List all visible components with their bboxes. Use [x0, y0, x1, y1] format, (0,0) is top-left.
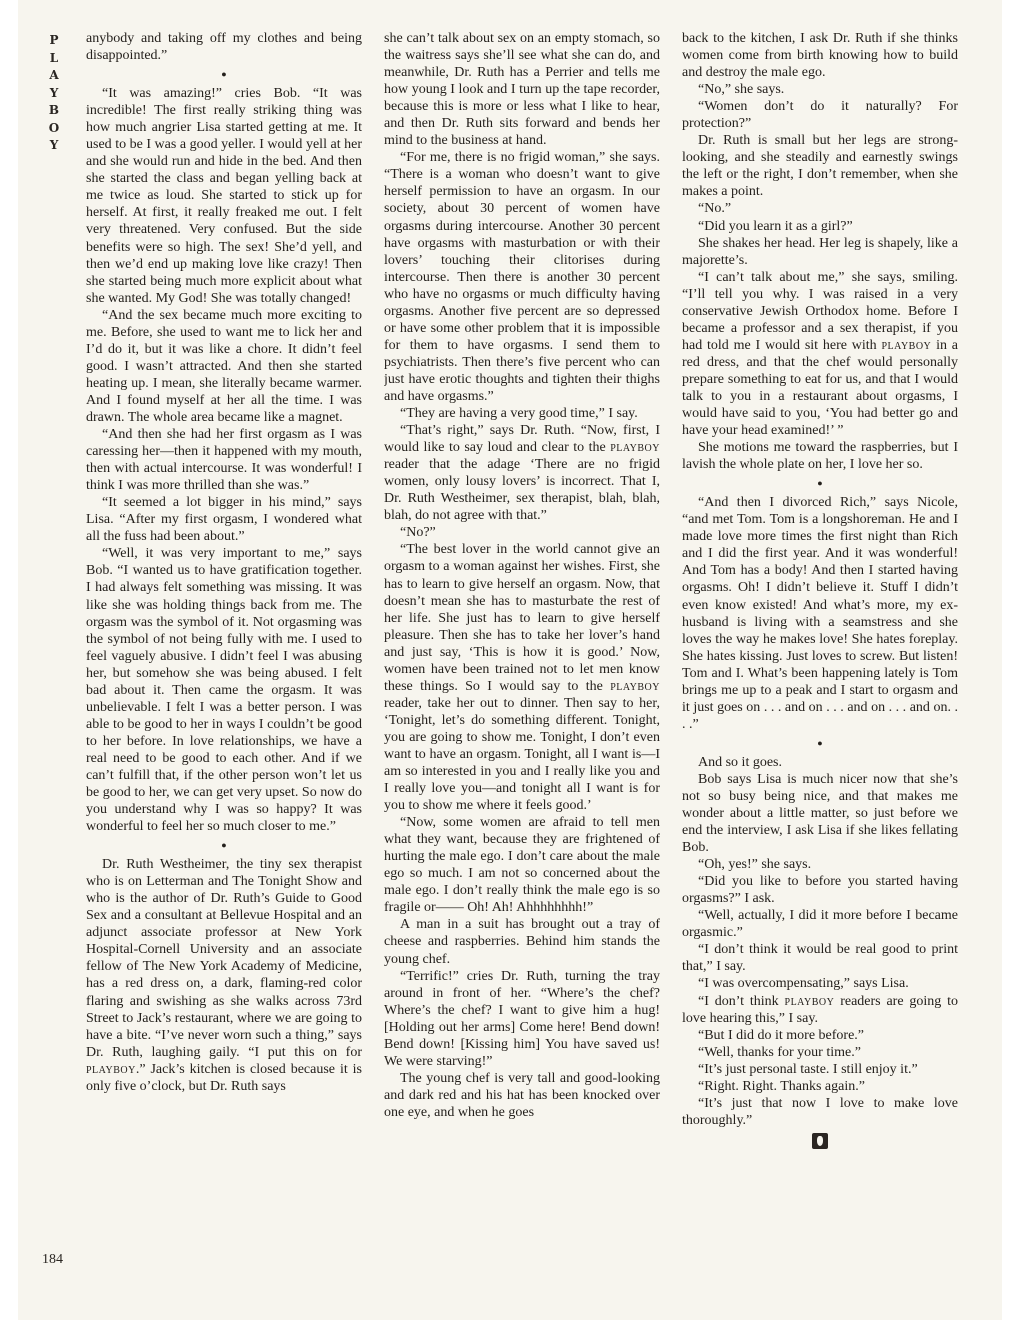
column-1: [86, 30, 362, 1292]
paragraph: “And the sex became much more exciting to me. Before, she used to want me to lick her and I’d do it, but it was like a chore. It didn’t feel good. I wasn’t attracted. And then she started heating up. I mean, she literally became warmer. And I found myself at her all the time. I was drawn. The whole area became like a magnet.: [86, 307, 362, 425]
paragraph: “It seemed a lot bigger in his mind,” says Lisa. “After my first orgasm, I wondered what all the fuss had been about.”: [86, 495, 362, 545]
paragraph: “Did you learn it as a girl?”: [698, 218, 853, 234]
section-break-bullet-icon: ●: [221, 69, 227, 80]
paragraph: “I was overcompensating,” says Lisa.: [698, 976, 909, 992]
paragraph: “Well, it was very important to me,” says Bob. “I wanted us to have gratification together. I had always felt something was missing. It was like she was holding things back from me. The orgasm was the symbol of it. Not orgasming was the symbol of not being fully with me. I used to feel vaguely abusive. I didn’t feel I was abusing her, but somehow she was being abused. I felt bad about it. Then came the orgasm. It was unbelievable. I felt I was a better person. I was able to be good to her in ways I couldn’t be good to her before. In love relationships, we have a real need to be good to each other. And if we can’t fulfill that, if the other person won’t let us be good to her, we can get very upset. So now do you understand why I was so happy? It was wonderful to feel her so much closer to me.”: [86, 546, 362, 835]
section-break-bullet-icon: ●: [817, 478, 823, 489]
paragraph: “And then she had her first orgasm as I was caressing her—then it happened with my mouth, then with actual intercourse. It was wonderful! I think I was more thrilled than she was.”: [86, 427, 362, 494]
paragraph: [86, 856, 362, 1095]
paragraph: back to the kitchen, I ask Dr. Ruth if she thinks women come from birth knowing how to build and destroy the male ego.: [682, 31, 958, 81]
text-run: .” Jack’s kitchen is closed because it is only five o’clock, but Dr. Ruth says: [86, 1061, 362, 1094]
paragraph: “It’s just that now I love to make love thoroughly.”: [682, 1095, 958, 1128]
running-head: [44, 32, 64, 155]
paragraph: “I don’t think it would be real good to print that,” I say.: [682, 942, 958, 975]
paragraph: She motions me toward the raspberries, but I lavish the whole plate on her, I love her so.: [682, 440, 958, 473]
playboy-rabbit-end-mark-icon: [812, 1133, 828, 1149]
text-run: reader that the adage ‘There are no frigid women, only lousy lovers’ is incorrect. That I, Dr. Ruth Westheimer, sex therapist, blah, blah, blah, do not agree with that.”: [384, 457, 660, 524]
running-head-letter: L: [49, 50, 59, 65]
paragraph: [384, 541, 660, 814]
column-3: [682, 30, 958, 1292]
running-head-letter: P: [49, 33, 59, 47]
paragraph: [384, 422, 660, 524]
paragraph: [682, 269, 958, 439]
paragraph: “Oh, yes!” she says.: [698, 857, 812, 873]
section-break-bullet-icon: ●: [817, 737, 823, 748]
paragraph: Bob says Lisa is much nicer now that she’s not so busy being nice, and that makes me wonder about a little matter, so just before we end the interview, I ask Lisa if she likes fellating Bob.: [682, 771, 958, 856]
running-head-letter: Y: [49, 138, 59, 152]
paragraph: “Right. Right. Thanks again.”: [698, 1078, 865, 1094]
running-head-letter: Y: [49, 85, 59, 100]
paragraph: “It was amazing!” cries Bob. “It was incredible! The first really striking thing was how much angrier Lisa started getting at me. It used to be I was a good yeller. I would yell at her and she would run and hide in the bed. And then she started the class and began yelling back at me twice as loud. She started to stick up for herself. At first, it really freaked me out. I felt very threatened. Very confused. But the side benefits were so high. The sex! She’d yell, and then we’d end up making love like crazy! Then she started being much more explicit about what she wanted. My God! She was totally changed!: [86, 86, 362, 306]
paragraph: “For me, there is no frigid woman,” she says. “There is a woman who doesn’t want to give herself permission to have an orgasm. In our society, about 30 percent of women have orgasms during intercourse. Another 30 percent have orgasms with masturbation or with their lovers’ touching their clitorises during intercourse. Then there is another 30 percent who have no orgasms or much difficulty having orgasms. Another five percent are so depressed or have some other problem that it is impossible for them to have orgasms. I send them to psychiatrists. Then there’s five percent who can just have erotic thoughts and tighten their thighs and have orgasms.”: [384, 150, 660, 404]
text-run: Dr. Ruth Westheimer, the tiny sex therapist who is on Letterman and The Tonight Show and who is the author of Dr. Ruth’s Guide to Good Sex and a consultant at Bellevue Hospital and an adjunct associate professor at New York Hospital-Cornell University and an associate fellow of The New York Academy of Medicine, has a red dress on, a dark, flaming-red color flaring and swishing as she walks across 73rd Street to Jack’s restaurant, where we are going to have a bite. “I’ve never worn such a thing,” says Dr. Ruth, laughing gaily. “I put this on for: [86, 857, 362, 1060]
paragraph: “No?”: [400, 525, 436, 541]
paragraph: “It’s just personal taste. I still enjoy it.”: [698, 1061, 918, 1077]
paragraph: “Did you like to before you started having orgasms?” I ask.: [682, 874, 958, 907]
paragraph: The young chef is very tall and good-looking and dark red and his hat has been knocked over one eye, and when he goes: [384, 1070, 660, 1120]
paragraph: She shakes her head. Her leg is shapely, like a majorette’s.: [682, 235, 958, 268]
text-run: “That’s right,” says Dr. Ruth. “Now, first, I would like to say loud and clear to the: [384, 423, 660, 456]
playboy-smallcaps: playboy: [784, 993, 835, 1009]
page-number: 184: [42, 1252, 63, 1267]
paragraph: [682, 993, 958, 1027]
playboy-smallcaps: playboy: [881, 337, 932, 353]
playboy-smallcaps: playboy: [86, 1061, 136, 1077]
playboy-smallcaps: playboy: [610, 440, 660, 456]
paragraph: “Well, thanks for your time.”: [698, 1044, 861, 1060]
running-head-letter: O: [48, 120, 60, 135]
paragraph: “They are having a very good time,” I say.: [400, 406, 638, 422]
text-run: reader, take her out to dinner. Then say to her, ‘Tonight, let’s do something different. Tonight, you are going to show me. Tonight, I don’t even want to have an orgasm. Tonight, all I want is—I am so interested in you and I really like you and I really love you—and tonight all I want is for you to show me where it feels good.’: [384, 695, 660, 814]
paragraph: “And then I divorced Rich,” says Nicole, “and met Tom. Tom is a longshoreman. He and I made love more times the first night than Rich and I did the first year. And it was wonderful! And Tom has a body! And then I started having orgasms. Oh! I didn’t believe it. Stuff I didn’t even know existed! And what’s more, my ex-husband is living with a seamstress and she loves the way he makes love! She hates foreplay. She hates kissing. Just loves to screw. But listen! Tom and I. What’s been happening lately is Tom brings me up to a peak and I start to orgasm and it just goes on . . . and on . . . and on . . . and on. . . .”: [682, 495, 958, 732]
text-run: in a red dress, and that the chef would personally prepare something to eat for us, and that I would talk to you in a restaurant about orgasms, I would have said to you, ‘You had better go and have your head examined!’ ”: [682, 337, 958, 439]
paragraph: “Well, actually, I did it more before I became orgasmic.”: [682, 908, 958, 941]
paragraph: “Now, some women are afraid to tell men what they want, because they are frightened of hurting the male ego. I don’t care about the male ego so much. I am not so concerned about the male ego. I don’t really think the male ego is so fragile or—— Oh! Ah! Ahhhhhhhh!”: [384, 815, 660, 916]
paragraph: And so it goes.: [698, 754, 782, 770]
playboy-smallcaps: playboy: [610, 678, 660, 694]
paragraph: “Terrific!” cries Dr. Ruth, turning the tray around in front of her. “Where’s the chef? Where’s the chef? I want to give him a hug! [Holding out her arms] Come here! Bend down! Bend down! [Kissing him] You have saved us! We were starving!”: [384, 968, 660, 1069]
paragraph: A man in a suit has brought out a tray of cheese and raspberries. Behind him stands the young chef.: [384, 917, 660, 967]
text-run: readers are going to love hearing this,” I say.: [682, 993, 958, 1026]
text-run: “I don’t think: [698, 993, 779, 1009]
paragraph: “No,” she says.: [698, 82, 785, 98]
column-2: [384, 30, 660, 1292]
paragraph: “No.”: [698, 201, 732, 217]
paragraph: “But I did do it more before.”: [698, 1027, 865, 1043]
text-run: “The best lover in the world cannot give an orgasm to a woman against her wishes. First, she has to learn to give herself an orgasm. Now, that doesn’t mean she has to masturbate the rest of her life. She just has to learn to give herself pleasure. Then she has to take her lover’s hand and just say, ‘This is how it is good.’ Now, women have been trained not to let men know these things. So I would say to the: [384, 542, 660, 694]
paragraph: anybody and taking off my clothes and being disappointed.”: [86, 31, 362, 64]
text-run: “I can’t talk about me,” she says, smiling. “I’ll tell you why. I was raised in a very conservative Jewish Orthodox home. Before I became a professor and a sex therapist, if you had told me I would sit here with: [682, 269, 958, 353]
paragraph: she can’t talk about sex on an empty stomach, so the waitress says she’ll see what she can do, and meanwhile, Dr. Ruth has a Perrier and tells me how young I look and I turn up the tape recorder, because this is more or less what I like to hear, and then Dr. Ruth sits forward and bends her mind to the business at hand.: [384, 31, 660, 149]
section-break-bullet-icon: ●: [221, 840, 227, 851]
paragraph: Dr. Ruth is small but her legs are strong-looking, and she steadily and earnestly swings the left or the right, I don’t remember, when she makes a point.: [682, 133, 958, 200]
running-head-letter: B: [48, 103, 60, 117]
running-head-letter: A: [49, 68, 59, 82]
magazine-page: [18, 0, 1002, 1320]
paragraph: “Women don’t do it naturally? For protection?”: [682, 99, 958, 132]
